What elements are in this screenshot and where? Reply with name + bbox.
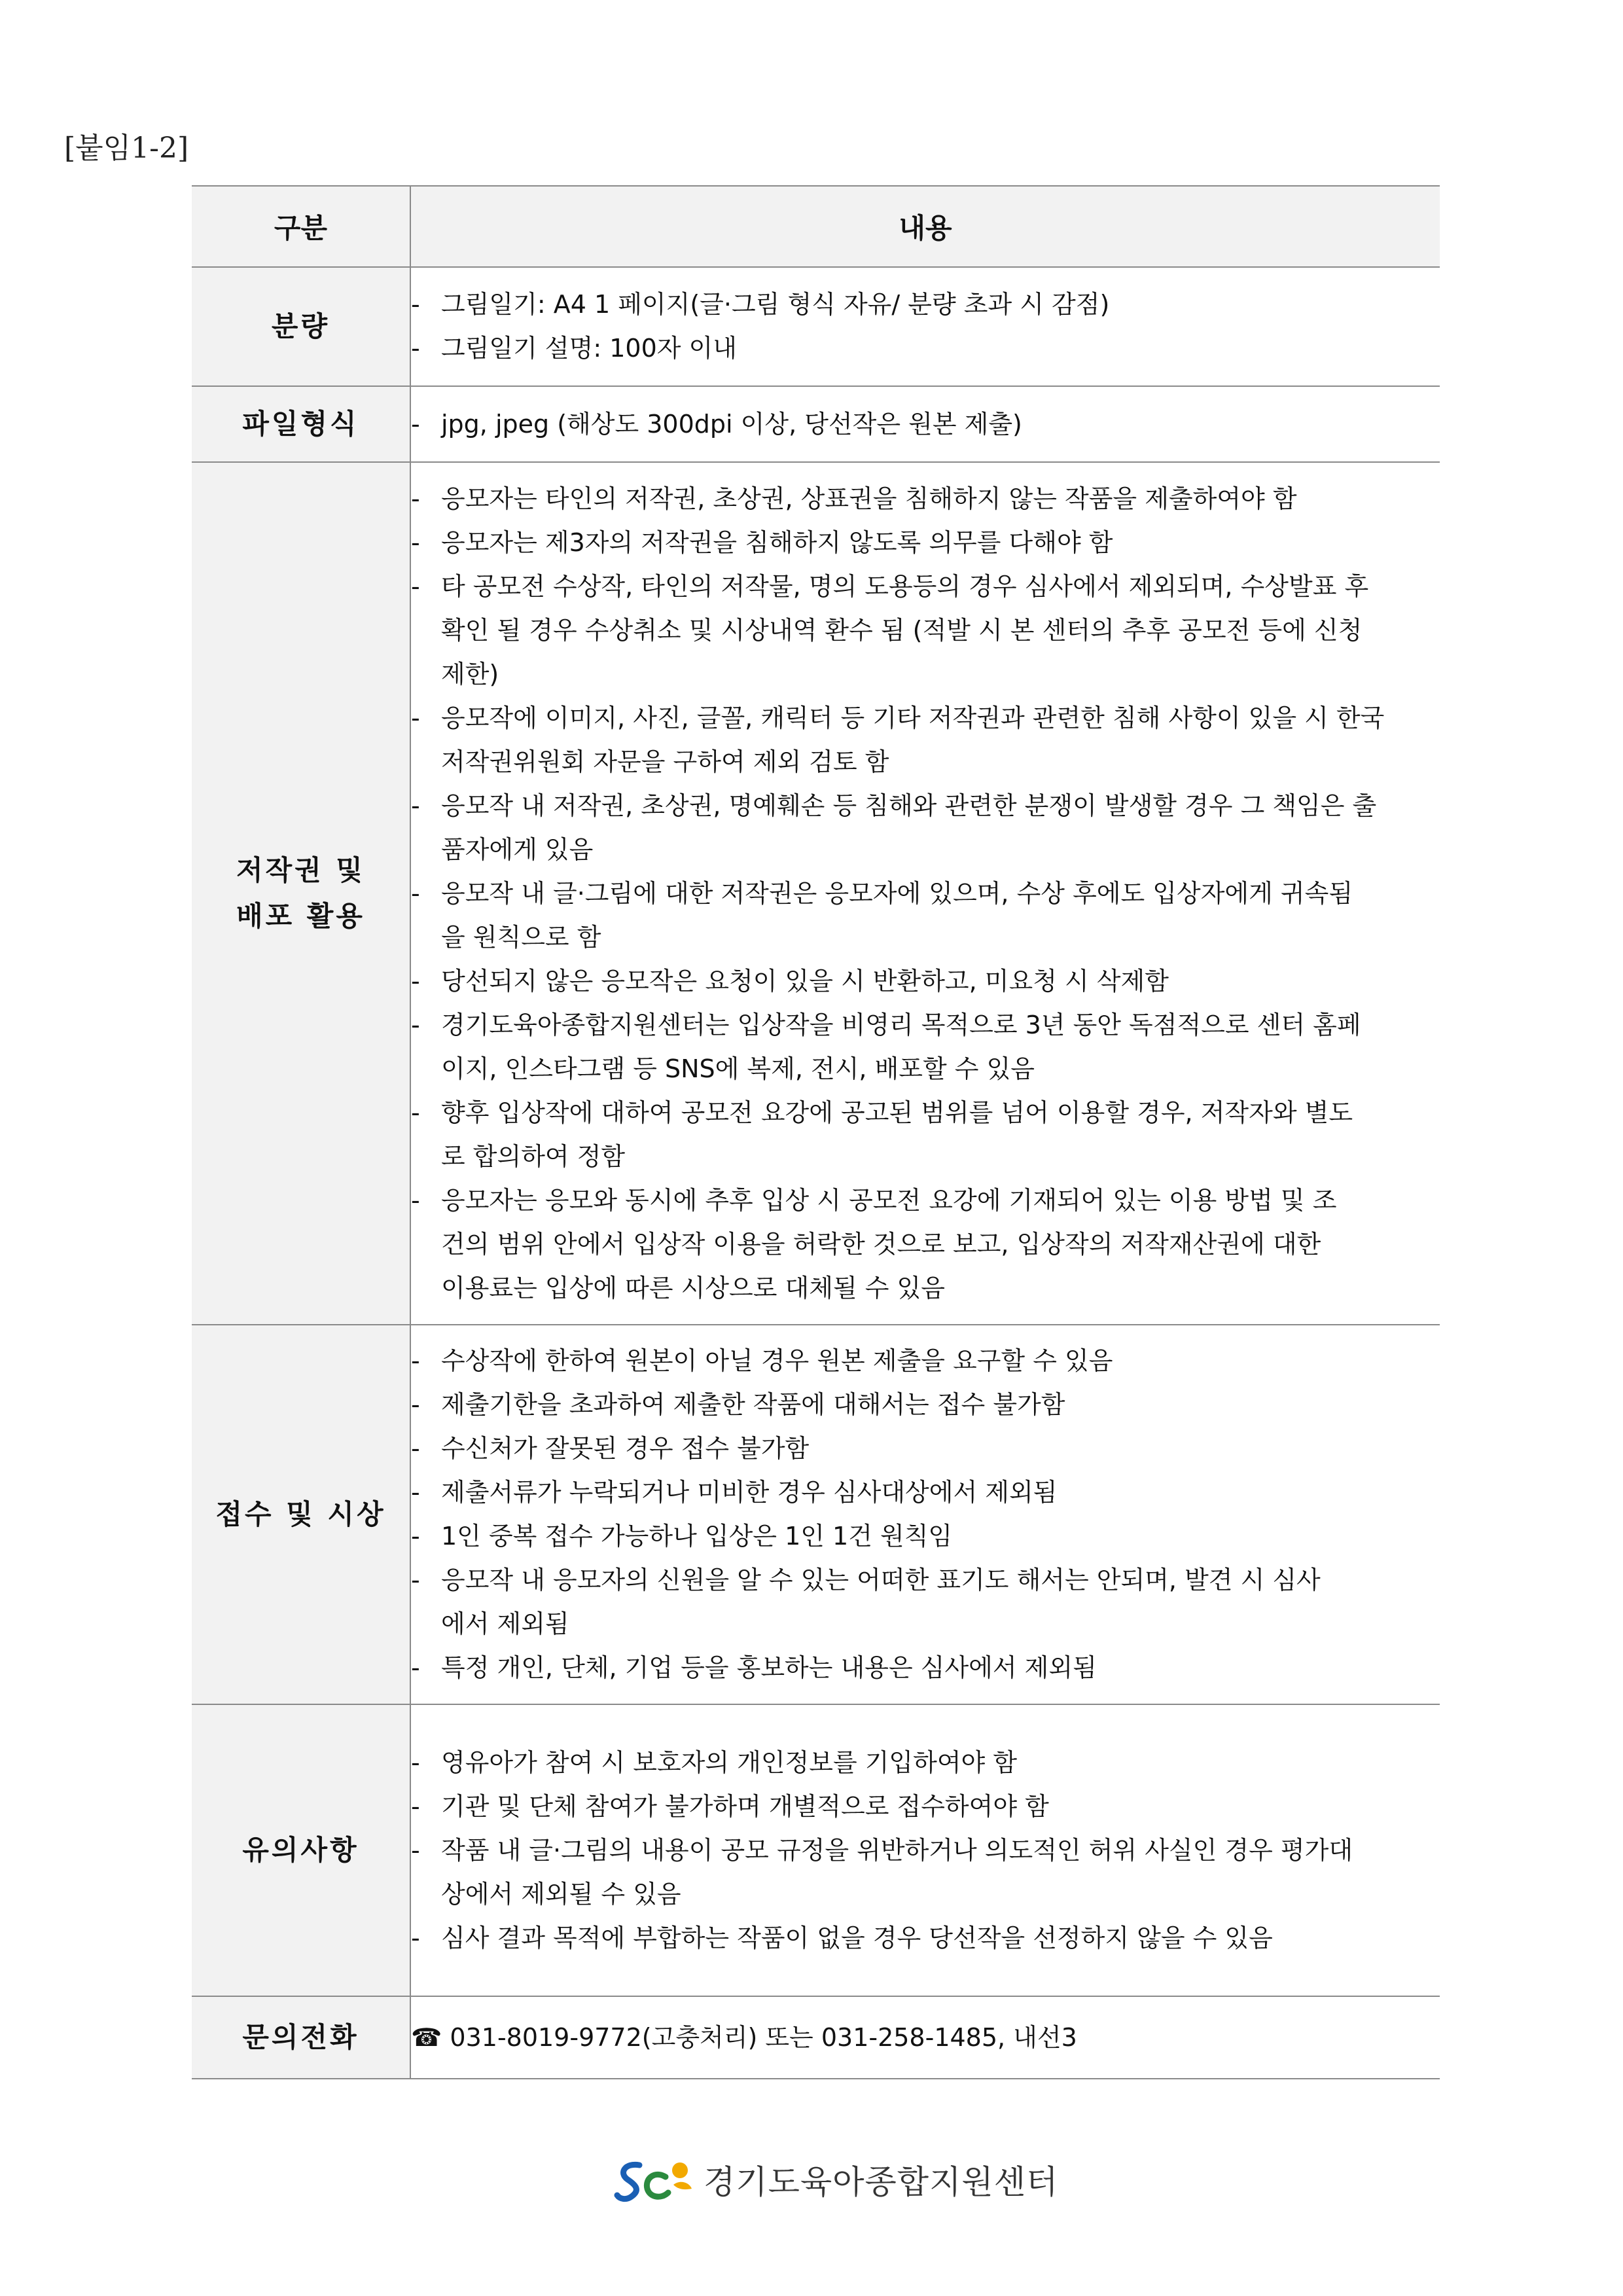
list-item-line: 로 합의하여 정함 <box>441 1141 626 1171</box>
row-category-line: 접수 및 시상 <box>215 1498 386 1530</box>
row-content <box>410 1704 1440 1996</box>
row-category <box>192 1704 410 1996</box>
bullet-dash: - <box>411 1098 420 1127</box>
row-category <box>192 462 410 1325</box>
bullet-dash: - <box>411 1346 420 1375</box>
list-item-line: 응모작 내 응모자의 신원을 알 수 있는 어떠한 표기도 해서는 안되며, 발견 시 심사 <box>441 1566 1321 1594</box>
list-item-line: 제출서류가 누락되거나 미비한 경우 심사대상에서 제외됨 <box>441 1478 1058 1507</box>
bullet-dash: - <box>411 409 420 439</box>
list-item <box>411 1646 1440 1690</box>
list-item <box>411 1785 1440 1829</box>
list-item-line: ☎ 031-8019-9772(고충처리) 또는 031-258-1485, 내선3 <box>411 2022 1077 2052</box>
row-category-line: 저작권 및 <box>236 854 365 886</box>
list-item-line: 수신처가 잘못된 경우 접수 불가함 <box>441 1434 810 1463</box>
list-item <box>411 403 1440 446</box>
org-logo-icon <box>612 2153 697 2206</box>
bullet-dash: - <box>411 1923 420 1952</box>
bullet-dash: - <box>411 1748 420 1777</box>
row-category-line: 문의전화 <box>242 2021 359 2053</box>
table-row <box>192 1325 1440 1704</box>
list-item-line: 향후 입상작에 대하여 공모전 요강에 공고된 범위를 넘어 이용할 경우, 저작자와 별도 <box>441 1098 1353 1127</box>
list-item <box>411 696 1440 784</box>
bullet-dash: - <box>411 571 420 601</box>
bullet-dash: - <box>411 1010 420 1039</box>
list-item <box>411 1179 1440 1310</box>
row-category <box>192 386 410 462</box>
row-content <box>410 1996 1440 2079</box>
row-content <box>410 462 1440 1325</box>
list-item-line: 저작권위원회 자문을 구하여 제외 검토 함 <box>441 747 889 776</box>
row-category <box>192 1996 410 2079</box>
bullet-dash: - <box>411 1185 420 1215</box>
footer-org-name: 경기도육아종합지원센터 <box>704 2163 1059 2201</box>
list-item <box>411 1515 1440 1558</box>
list-item-line: 그림일기: A4 1 페이지(글·그림 형식 자유/ 분량 초과 시 감점) <box>441 290 1110 319</box>
list-item-line: 응모작에 이미지, 사진, 글꼴, 캐릭터 등 기타 저작권과 관련한 침해 사항이 있을 시 한국 <box>441 703 1385 732</box>
bullet-dash: - <box>411 703 420 732</box>
list-item-line: 응모자는 타인의 저작권, 초상권, 상표권을 침해하지 않는 작품을 제출하여야 함 <box>441 484 1297 513</box>
list-item-line: 에서 제외됨 <box>441 1609 569 1638</box>
list-item-line: 응모자는 제3자의 저작권을 침해하지 않도록 의무를 다해야 함 <box>441 528 1113 557</box>
row-category-line: 유의사항 <box>242 1834 359 1866</box>
bullet-dash: - <box>411 290 420 319</box>
row-content <box>410 1325 1440 1704</box>
bullet-dash: - <box>411 1522 420 1551</box>
table-row <box>192 462 1440 1325</box>
bullet-dash: - <box>411 528 420 557</box>
list-item <box>411 565 1440 696</box>
bullet-dash: - <box>411 791 420 820</box>
list-item <box>411 1741 1440 1785</box>
list-item-line: 제한) <box>441 659 499 689</box>
bullet-dash: - <box>411 966 420 996</box>
bullet-dash: - <box>411 334 420 363</box>
list-item <box>411 1916 1440 1960</box>
contest-guidelines-table <box>192 185 1440 2079</box>
list-item-line: 그림일기 설명: 100자 이내 <box>441 334 737 363</box>
row-content <box>410 267 1440 386</box>
bullet-dash: - <box>411 1566 420 1594</box>
list-item-line: 을 원칙으로 함 <box>441 922 601 952</box>
bullet-dash: - <box>411 1478 420 1507</box>
list-item-line: 응모작 내 글·그림에 대한 저작권은 응모자에 있으며, 수상 후에도 입상자에게 귀속됨 <box>441 878 1353 908</box>
bullet-dash: - <box>411 878 420 908</box>
list-item-line: 타 공모전 수상작, 타인의 저작물, 명의 도용등의 경우 심사에서 제외되며, 수상발표 후 <box>441 571 1369 601</box>
list-item <box>411 283 1440 327</box>
bullet-dash: - <box>411 1390 420 1419</box>
list-item-line: 제출기한을 초과하여 제출한 작품에 대해서는 접수 불가함 <box>441 1390 1065 1419</box>
footer-logo <box>612 2153 1058 2206</box>
list-item-line: 영유아가 참여 시 보호자의 개인정보를 기입하여야 함 <box>441 1748 1018 1777</box>
list-item-line: 특정 개인, 단체, 기업 등을 홍보하는 내용은 심사에서 제외됨 <box>441 1653 1097 1682</box>
table-header-row <box>192 186 1440 267</box>
list-item <box>411 1003 1440 1091</box>
list-item-line: 기관 및 단체 참여가 불가하며 개별적으로 접수하여야 함 <box>441 1791 1049 1821</box>
header-category: 구분 <box>192 186 410 267</box>
table-row <box>192 267 1440 386</box>
table-row <box>192 1996 1440 2079</box>
list-item-line: 당선되지 않은 응모작은 요청이 있을 시 반환하고, 미요청 시 삭제함 <box>441 966 1169 996</box>
list-item <box>411 1558 1440 1646</box>
list-item <box>411 1471 1440 1515</box>
list-item-line: 이용료는 입상에 따른 시상으로 대체될 수 있음 <box>441 1273 945 1302</box>
list-item-line: 응모작 내 저작권, 초상권, 명예훼손 등 침해와 관련한 분쟁이 발생할 경우 그 책임은 출 <box>441 791 1377 820</box>
bullet-dash: - <box>411 1791 420 1821</box>
row-category <box>192 267 410 386</box>
list-item-line: 1인 중복 접수 가능하나 입상은 1인 1건 원칙임 <box>441 1522 953 1551</box>
list-item-line: 응모자는 응모와 동시에 추후 입상 시 공모전 요강에 기재되어 있는 이용 방법 및 조 <box>441 1185 1337 1215</box>
list-item <box>411 1829 1440 1916</box>
header-content: 내용 <box>410 186 1440 267</box>
row-category-line: 파일형식 <box>242 408 359 440</box>
list-item <box>411 2016 1440 2060</box>
table-row <box>192 386 1440 462</box>
list-item-line: 확인 될 경우 수상취소 및 시상내역 환수 됨 (적발 시 본 센터의 추후 공모전 등에 신청 <box>441 615 1363 645</box>
list-item-line: jpg, jpeg (해상도 300dpi 이상, 당선작은 원본 제출) <box>441 409 1022 439</box>
list-item-line: 심사 결과 목적에 부합하는 작품이 없을 경우 당선작을 선정하지 않을 수 있음 <box>441 1923 1273 1952</box>
list-item-line: 경기도육아종합지원센터는 입상작을 비영리 목적으로 3년 동안 독점적으로 센터 홈페 <box>441 1010 1361 1039</box>
bullet-dash: - <box>411 1653 420 1682</box>
row-category <box>192 1325 410 1704</box>
list-item <box>411 521 1440 565</box>
list-item <box>411 1091 1440 1179</box>
row-content <box>410 386 1440 462</box>
list-item-line: 품자에게 있음 <box>441 834 594 864</box>
list-item <box>411 477 1440 521</box>
list-item-line: 이지, 인스타그램 등 SNS에 복제, 전시, 배포할 수 있음 <box>441 1054 1035 1083</box>
list-item-line: 건의 범위 안에서 입상작 이용을 허락한 것으로 보고, 입상작의 저작재산권에 대한 <box>441 1229 1321 1259</box>
attachment-label: [붙임1-2] <box>64 132 189 165</box>
list-item <box>411 1383 1440 1427</box>
list-item <box>411 1339 1440 1383</box>
bullet-dash: - <box>411 1434 420 1463</box>
row-category-line: 배포 활용 <box>236 900 365 932</box>
list-item-line: 수상작에 한하여 원본이 아닐 경우 원본 제출을 요구할 수 있음 <box>441 1346 1113 1375</box>
list-item-line: 상에서 제외될 수 있음 <box>441 1879 681 1909</box>
bullet-dash: - <box>411 1835 420 1865</box>
list-item <box>411 1427 1440 1471</box>
list-item <box>411 872 1440 960</box>
list-item <box>411 784 1440 872</box>
table-row <box>192 1704 1440 1996</box>
list-item-line: 작품 내 글·그림의 내용이 공모 규정을 위반하거나 의도적인 허위 사실인 경우 평가대 <box>441 1835 1353 1865</box>
bullet-dash: - <box>411 484 420 513</box>
list-item <box>411 327 1440 370</box>
list-item <box>411 960 1440 1003</box>
row-category-line: 분량 <box>271 310 330 342</box>
